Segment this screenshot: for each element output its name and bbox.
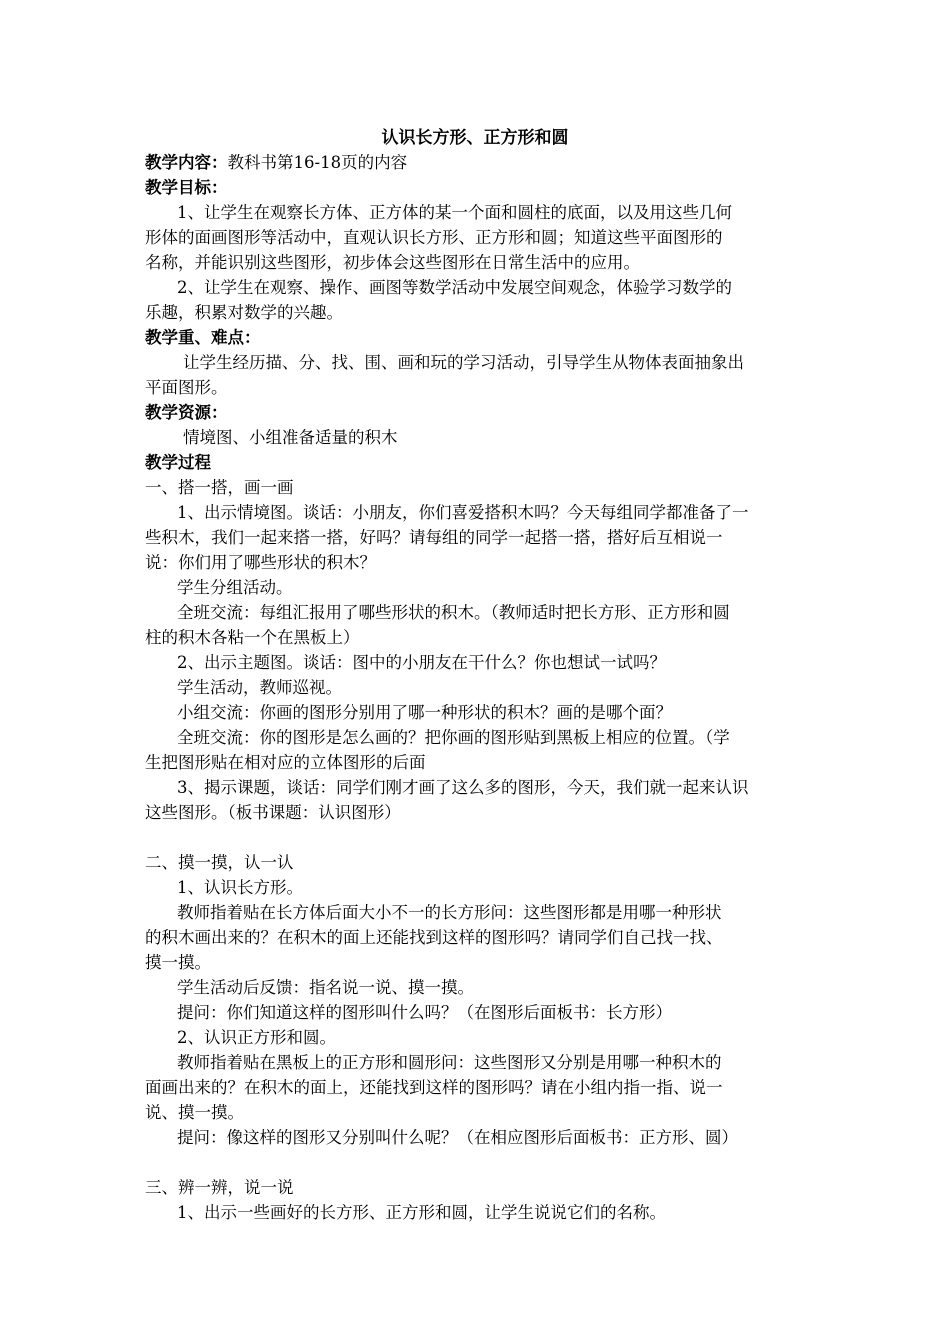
section-line: 1、出示一些画好的长方形、正方形和圆，让学生说说它们的名称。 [177, 1203, 666, 1222]
section-line: 提问：像这样的图形又分别叫什么呢？（在相应图形后面板书：正方形、圆） [177, 1128, 738, 1147]
section-line: 1、出示情境图。谈话：小朋友，你们喜爱搭积木吗？今天每组同学都准备了一 [177, 503, 749, 522]
key-line: 让学生经历描、分、找、围、画和玩的学习活动，引导学生从物体表面抽象出 [183, 353, 744, 372]
content-value: 教科书第16-18页的内容 [227, 153, 408, 172]
section-heading: 一、搭一搭，画一画 [145, 478, 294, 497]
section-line: 全班交流：你的图形是怎么画的？把你画的图形贴到黑板上相应的位置。（学 [177, 728, 730, 747]
resources-line: 情境图、小组准备适量的积木 [183, 428, 398, 447]
goals-line: 形体的面画图形等活动中，直观认识长方形、正方形和圆；知道这些平面图形的 [145, 228, 723, 247]
section-line: 小组交流：你画的图形分别用了哪一种形状的积木？画的是哪个面？ [177, 703, 672, 722]
section-line: 3、揭示课题，谈话：同学们刚才画了这么多的图形，今天，我们就一起来认识 [177, 778, 749, 797]
section-line: 学生活动，教师巡视。 [177, 678, 342, 697]
section-line: 柱的积木各粘一个在黑板上） [145, 628, 360, 647]
section-line: 学生分组活动。 [177, 578, 293, 597]
goals-line: 乐趣，积累对数学的兴趣。 [145, 303, 343, 322]
content-row [145, 150, 810, 175]
goals-line: 名称，并能识别这些图形，初步体会这些图形在日常生活中的应用。 [145, 253, 640, 272]
goals-line: 1、让学生在观察长方体、正方体的某一个面和圆柱的底面，以及用这些几何 [177, 203, 732, 222]
section-heading: 二、摸一摸，认一认 [145, 853, 294, 872]
goals-heading: 教学目标： [145, 178, 228, 197]
resources-heading: 教学资源： [145, 403, 228, 422]
section-line: 1、认识长方形。 [177, 878, 303, 897]
section-line: 面画出来的？在积木的面上，还能找到这样的图形吗？请在小组内指一指、说一 [145, 1078, 723, 1097]
section-line: 全班交流：每组汇报用了哪些形状的积木。（教师适时把长方形、正方形和圆 [177, 603, 730, 622]
section-line: 些积木，我们一起来搭一搭，好吗？请每组的同学一起搭一搭，搭好后互相说一 [145, 528, 723, 547]
section-line: 生把图形贴在相对应的立体图形的后面 [145, 753, 426, 772]
section-line: 提问：你们知道这样的图形叫什么吗？（在图形后面板书：长方形） [177, 1003, 672, 1022]
goals-line: 2、让学生在观察、操作、画图等数学活动中发展空间观念，体验学习数学的 [177, 278, 732, 297]
content-label: 教学内容： [145, 153, 228, 172]
section-line: 的积木画出来的？在积木的面上还能找到这样的图形吗？请同学们自己找一找、 [145, 928, 723, 947]
section-line: 这些图形。（板书课题：认识图形） [145, 803, 401, 822]
key-heading: 教学重、难点： [145, 328, 261, 347]
section-line: 学生活动后反馈：指名说一说、摸一摸。 [177, 978, 474, 997]
section-line: 教师指着贴在黑板上的正方形和圆形问：这些图形又分别是用哪一种积木的 [177, 1053, 722, 1072]
section-line: 说：你们用了哪些形状的积木？ [145, 553, 376, 572]
section-line: 2、认识正方形和圆。 [177, 1028, 336, 1047]
process-heading: 教学过程 [145, 453, 211, 472]
section-line: 2、出示主题图。谈话：图中的小朋友在干什么？你也想试一试吗？ [177, 653, 666, 672]
key-line: 平面图形。 [145, 378, 228, 397]
section-line: 摸一摸。 [145, 953, 211, 972]
document-title: 认识长方形、正方形和圆 [381, 128, 569, 148]
section-heading: 三、辨一辨，说一说 [145, 1178, 294, 1197]
section-line: 教师指着贴在长方体后面大小不一的长方形问：这些图形都是用哪一种形状 [177, 903, 722, 922]
section-line: 说、摸一摸。 [145, 1103, 244, 1122]
